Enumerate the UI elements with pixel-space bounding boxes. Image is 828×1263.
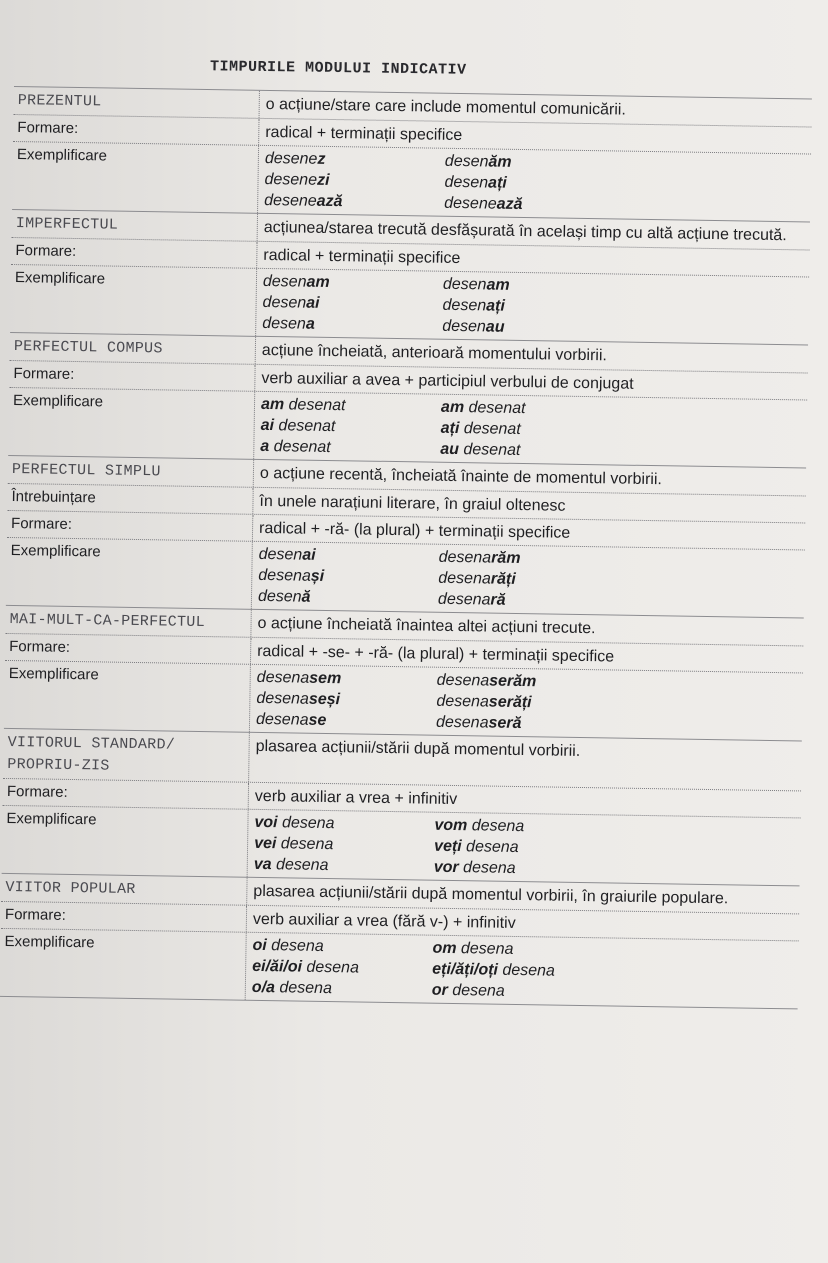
conjugation-form [438,590,798,616]
form-ending: am [260,395,285,414]
example-label: Exemplificare [6,538,253,609]
form-rest: desena [276,835,334,854]
conjugation-form [262,293,442,316]
form-ending: răți [490,570,516,588]
form-rest: desenat [459,420,521,439]
form-rest: desena [447,981,505,1000]
formation-label: Formare: [5,634,251,664]
conjugation-form [261,395,441,418]
formation-value: radical + -ră- (la plural) + terminații specifice [258,519,571,542]
form-stem: desen [257,587,302,606]
form-ending: ei/ăi/oi [252,957,303,976]
conjugation-grid [258,545,799,615]
form-stem: desen [442,275,487,294]
tense-definition: acțiune încheiată, anterioară momentului vorbirii. [261,341,608,365]
form-ending: ați [487,174,507,192]
form-stem: desene [444,194,497,213]
form-ending: ază [496,195,523,214]
form-ending: ai [302,546,316,564]
form-ending: z [317,150,326,168]
tense-name: PREZENTUL [14,87,260,118]
tense-definition: plasarea acțiunii/stării după momentul vorbirii, în graiurile populare. [253,882,729,908]
conjugation-form [262,314,442,337]
formation-label: Formare: [13,115,259,145]
conjugation-form [254,813,434,836]
form-ending: oi [252,936,267,955]
formation-label: Formare: [1,902,247,932]
tense-definition: plasarea acțiunii/stării după momentul vorbirii. [255,737,581,760]
form-rest: desena [458,859,516,877]
example-cell [252,542,805,618]
tense-definition: o acțiune recentă, încheiată înainte de momentul vorbirii. [259,464,663,489]
form-ending: ră [490,591,506,609]
form-rest: desena [497,961,556,980]
form-rest: desenat [284,396,346,415]
usage-label: Întrebuințare [7,484,253,514]
form-ending: seră [488,714,522,733]
tense-definition: acțiunea/starea trecută desfășurată în același timp cu altă acțiune trecută. [263,218,787,245]
conjugation-form [252,978,432,1001]
form-ending: am [486,276,510,294]
form-ending: ai [260,416,275,435]
conjugation-form [434,858,794,884]
form-ending: ați [486,297,506,315]
form-ending: ăm [488,153,512,171]
form-rest: desena [271,856,329,875]
form-stem: desen [442,296,487,315]
form-rest: desena [467,817,525,836]
formation-value: verb auxiliar a vrea (fără v-) + infinitiv [252,910,516,932]
formation-value: radical + terminații specifice [263,246,461,268]
example-label: Exemplificare [0,929,247,1000]
form-stem: desena [436,671,490,690]
conjugation-form [261,416,441,439]
formation-label: Formare: [9,361,255,391]
example-cell [256,269,809,345]
conjugation-form [264,191,444,214]
form-ending: răm [491,549,521,568]
form-stem: desen [442,317,487,336]
conjugation-form [264,170,444,193]
conjugation-form [259,545,439,568]
form-stem: desen [262,293,307,312]
form-rest: desena [277,814,335,833]
form-rest: desenat [458,441,521,459]
form-ending: seși [308,690,341,709]
example-label: Exemplificare [10,265,257,336]
form-ending: eți/ăți/oți [432,960,499,979]
table-title: TIMPURILE MODULUI INDICATIV [209,58,467,79]
tense-name: PERFECTUL SIMPLU [8,456,254,487]
tense-definition: o acțiune/stare care include momentul comunicării. [265,95,627,119]
formation-label: Formare: [11,238,257,268]
conjugation-grid [260,395,801,465]
example-cell [248,810,801,886]
conjugation-grid [252,936,793,1006]
example-label: Exemplificare [4,661,251,732]
form-stem: desen [444,173,489,192]
conjugation-grid [264,149,805,219]
form-ending: ai [306,294,320,312]
conjugation-form [256,710,436,733]
example-row [8,387,807,468]
conjugation-form [265,149,445,172]
conjugation-form [254,834,434,857]
example-row [4,660,803,741]
form-ending: vom [434,816,468,835]
form-ending: veți [433,837,462,856]
form-stem: desen [444,152,489,171]
example-cell [258,146,811,222]
formation-label: Formare: [3,779,249,809]
form-ending: au [440,440,460,459]
form-ending: sem [309,669,342,688]
example-row [2,805,801,886]
form-ending: a [305,315,315,333]
form-ending: se [308,711,327,729]
example-cell [250,665,803,741]
example-label: Exemplificare [12,142,259,213]
form-stem: desena [256,689,310,708]
form-stem: desen [262,314,307,333]
conjugation-form [432,981,792,1007]
indicative-tenses-table [0,86,812,1009]
tense-name: IMPERFECTUL [12,210,258,241]
example-label: Exemplificare [8,388,255,459]
form-rest: desena [266,937,324,955]
form-ending: serăți [488,693,532,712]
form-rest: desenat [269,438,331,457]
form-rest: desena [301,958,360,977]
form-ending: o/a [251,978,276,997]
formation-label: Formare: [7,511,253,541]
example-label: Exemplificare [2,806,249,877]
conjugation-grid [262,272,803,342]
conjugation-form [252,957,432,980]
example-row [0,928,799,1009]
form-stem: desen [262,272,307,291]
form-ending: vei [253,834,277,853]
form-rest: desena [461,838,519,857]
example-row [12,141,811,222]
form-rest: desenat [463,399,526,418]
form-stem: desena [437,590,491,609]
form-rest: desena [456,940,514,958]
form-ending: va [253,855,272,874]
form-ending: am [306,273,330,291]
form-stem: desena [258,566,311,585]
form-ending: ază [316,192,343,211]
tense-name: PERFECTUL COMPUS [10,333,256,364]
form-stem: desena [256,668,310,687]
conjugation-form [258,566,438,589]
form-ending: om [432,939,457,958]
conjugation-form [440,440,800,466]
form-stem: desena [436,692,490,711]
form-stem: desene [264,191,317,210]
form-ending: și [310,567,325,585]
form-stem: desen [258,545,303,564]
form-stem: desena [435,713,489,732]
conjugation-form [252,936,432,959]
form-ending: a [260,437,270,456]
conjugation-form [254,855,434,878]
form-ending: au [485,318,505,336]
form-stem: desena [438,569,491,588]
form-ending: serăm [489,672,537,691]
tense-name: VIITOR POPULAR [1,874,247,905]
conjugation-grid [256,668,797,738]
tense-name: VIITORUL STANDARD/ PROPRIU-ZIS [3,729,250,782]
conjugation-form [258,587,438,610]
form-ending: voi [254,813,278,832]
formation-value: radical + terminații specifice [265,123,463,145]
form-stem: desene [264,149,318,168]
conjugation-form [260,437,440,460]
form-ending: vor [433,858,459,877]
form-ending: zi [316,171,330,189]
form-ending: or [431,981,448,999]
conjugation-form [442,317,802,343]
conjugation-form [436,713,796,739]
form-ending: ați [440,419,460,438]
form-stem: desena [255,710,309,729]
usage-value: în unele narațiuni literare, în graiul oltenesc [259,492,566,515]
example-cell [254,392,807,468]
conjugation-form [444,194,804,220]
example-row [10,264,809,345]
conjugation-form [257,668,437,691]
form-ending: ă [301,588,311,606]
conjugation-grid [254,813,795,883]
form-ending: am [440,398,465,417]
form-rest: desena [274,979,333,998]
example-cell [246,933,799,1009]
formation-value: radical + -se- + -ră- (la plural) + terminații specifice [257,642,615,666]
example-row [6,537,805,618]
conjugation-form [263,272,443,295]
form-rest: desenat [273,417,336,436]
form-stem: desena [438,548,492,567]
formation-value: verb auxiliar a avea + participiul verbului de conjugat [261,369,634,393]
tense-name: MAI-MULT-CA-PERFECTUL [5,606,251,637]
tense-definition: o acțiune încheiată înaintea altei acțiuni trecute. [257,614,596,638]
formation-value: verb auxiliar a vrea + infinitiv [254,787,458,809]
conjugation-form [256,689,436,712]
form-stem: desene [264,170,318,189]
